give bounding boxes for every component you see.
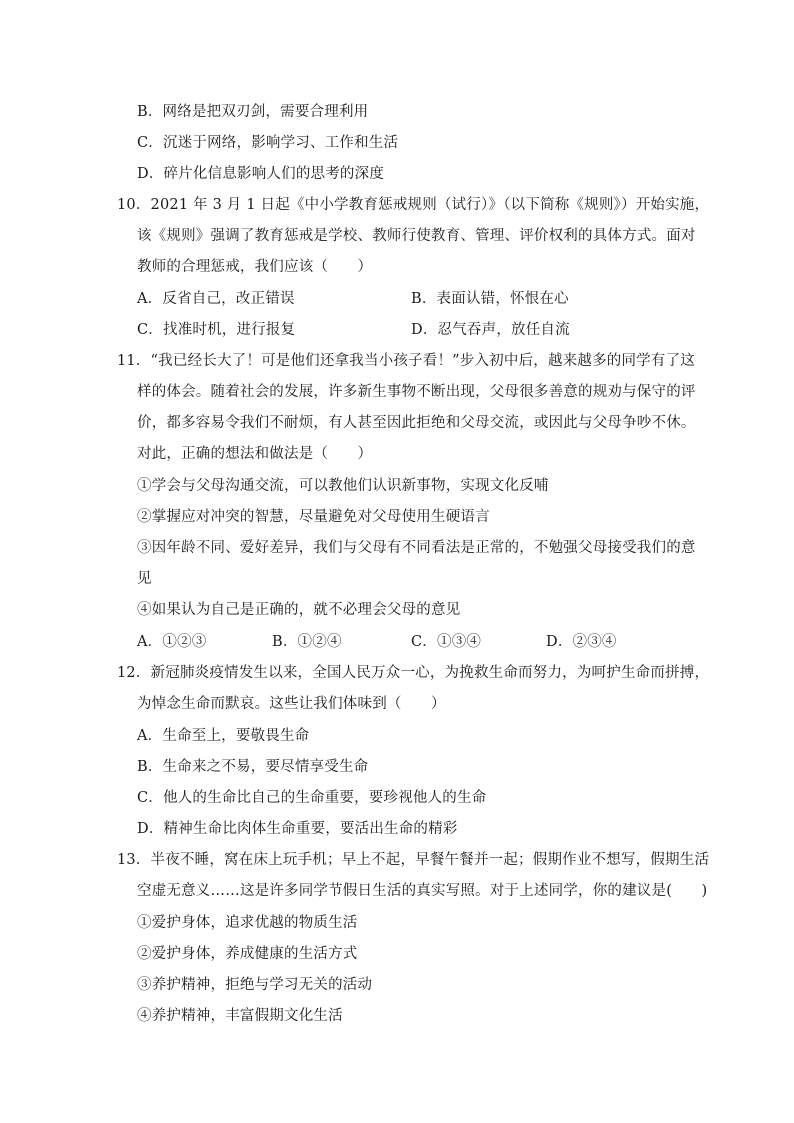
q9-option-b: B．网络是把双刃剑，需要合理利用 — [137, 104, 369, 120]
q11-statement-2: ②掌握应对冲突的智慧，尽量避免对父母使用生硬语言 — [137, 509, 490, 525]
q12-option-d: D．精神生命比肉体生命重要，要活出生命的精彩 — [137, 821, 458, 837]
q13-statement-3: ③养护精神，拒绝与学习无关的活动 — [137, 977, 373, 993]
q10-option-c: C．找准时机，进行报复 — [137, 322, 296, 338]
q12-stem-line2: 为悼念生命而默哀。这些让我们体味到（ ） — [137, 696, 446, 712]
q10-stem-line1: 10．2021 年 3 月 1 日起《中小学教育惩戒规则（试行）》（以下简称《规则》）开始实施， — [117, 197, 710, 213]
q12-option-c: C．他人的生命比自己的生命重要，要珍视他人的生命 — [137, 790, 487, 806]
q10-option-a: A．反省自己，改正错误 — [137, 291, 295, 307]
q12-stem-line1: 12．新冠肺炎疫情发生以来，全国人民万众一心，为挽救生命而努力，为呵护生命而拼搏， — [117, 665, 710, 681]
q12-option-a: A．生命至上，要敬畏生命 — [137, 728, 310, 744]
q11-statement-1: ①学会与父母沟通交流，可以教他们认识新事物，实现文化反哺 — [137, 478, 549, 494]
q13-statement-4: ④养护精神，丰富假期文化生活 — [137, 1008, 343, 1024]
q13-statement-2: ②爱护身体，养成健康的生活方式 — [137, 946, 358, 962]
q11-statement-4: ④如果认为自己是正确的，就不必理会父母的意见 — [137, 602, 461, 618]
q13-statement-1: ①爱护身体，追求优越的物质生活 — [137, 915, 358, 931]
q9-option-d: D．碎片化信息影响人们的思考的深度 — [137, 166, 385, 182]
q11-option-b: B．①②④ — [272, 634, 342, 650]
q9-option-c: C．沉迷于网络，影响学习、工作和生活 — [137, 135, 399, 151]
q11-stem-line2: 样的体会。随着社会的发展，许多新生事物不断出现，父母很多善意的规劝与保守的评 — [137, 384, 696, 400]
q13-stem-line2: 空虚无意义……这是许多同学节假日生活的真实写照。对于上述同学，你的建议是( ) — [137, 883, 708, 899]
q10-option-b: B．表面认错，怀恨在心 — [411, 291, 569, 307]
q11-statement-3: ③因年龄不同、爱好差异，我们与父母有不同看法是正常的，不勉强父母接受我们的意 — [137, 540, 696, 556]
q11-option-d: D．②③④ — [546, 634, 617, 650]
q11-option-c: C．①③④ — [411, 634, 482, 650]
q11-statement-3-cont: 见 — [137, 571, 152, 587]
q11-stem-line3: 价，都多容易令我们不耐烦，有人甚至因此拒绝和父母交流，或因此与父母争吵不休。 — [137, 415, 696, 431]
q13-stem-line1: 13．半夜不睡，窝在床上玩手机；早上不起，早餐午餐并一起；假期作业不想写，假期生活 — [117, 852, 710, 868]
q11-stem-line1: 11．“我已经长大了！可是他们还拿我当小孩子看！”步入初中后，越来越多的同学有了这 — [117, 353, 695, 369]
q10-option-d: D．忍气吞声，放任自流 — [411, 322, 570, 338]
q10-stem-line2: 该《规则》强调了教育惩戒是学校、教师行使教育、管理、评价权利的具体方式。面对 — [137, 228, 696, 244]
q10-stem-line3: 教师的合理惩戒，我们应该（ ） — [137, 259, 373, 275]
q11-option-a: A．①②③ — [137, 634, 207, 650]
q11-stem-line4: 对此，正确的想法和做法是（ ） — [137, 446, 373, 462]
q12-option-b: B．生命来之不易，要尽情享受生命 — [137, 759, 369, 775]
